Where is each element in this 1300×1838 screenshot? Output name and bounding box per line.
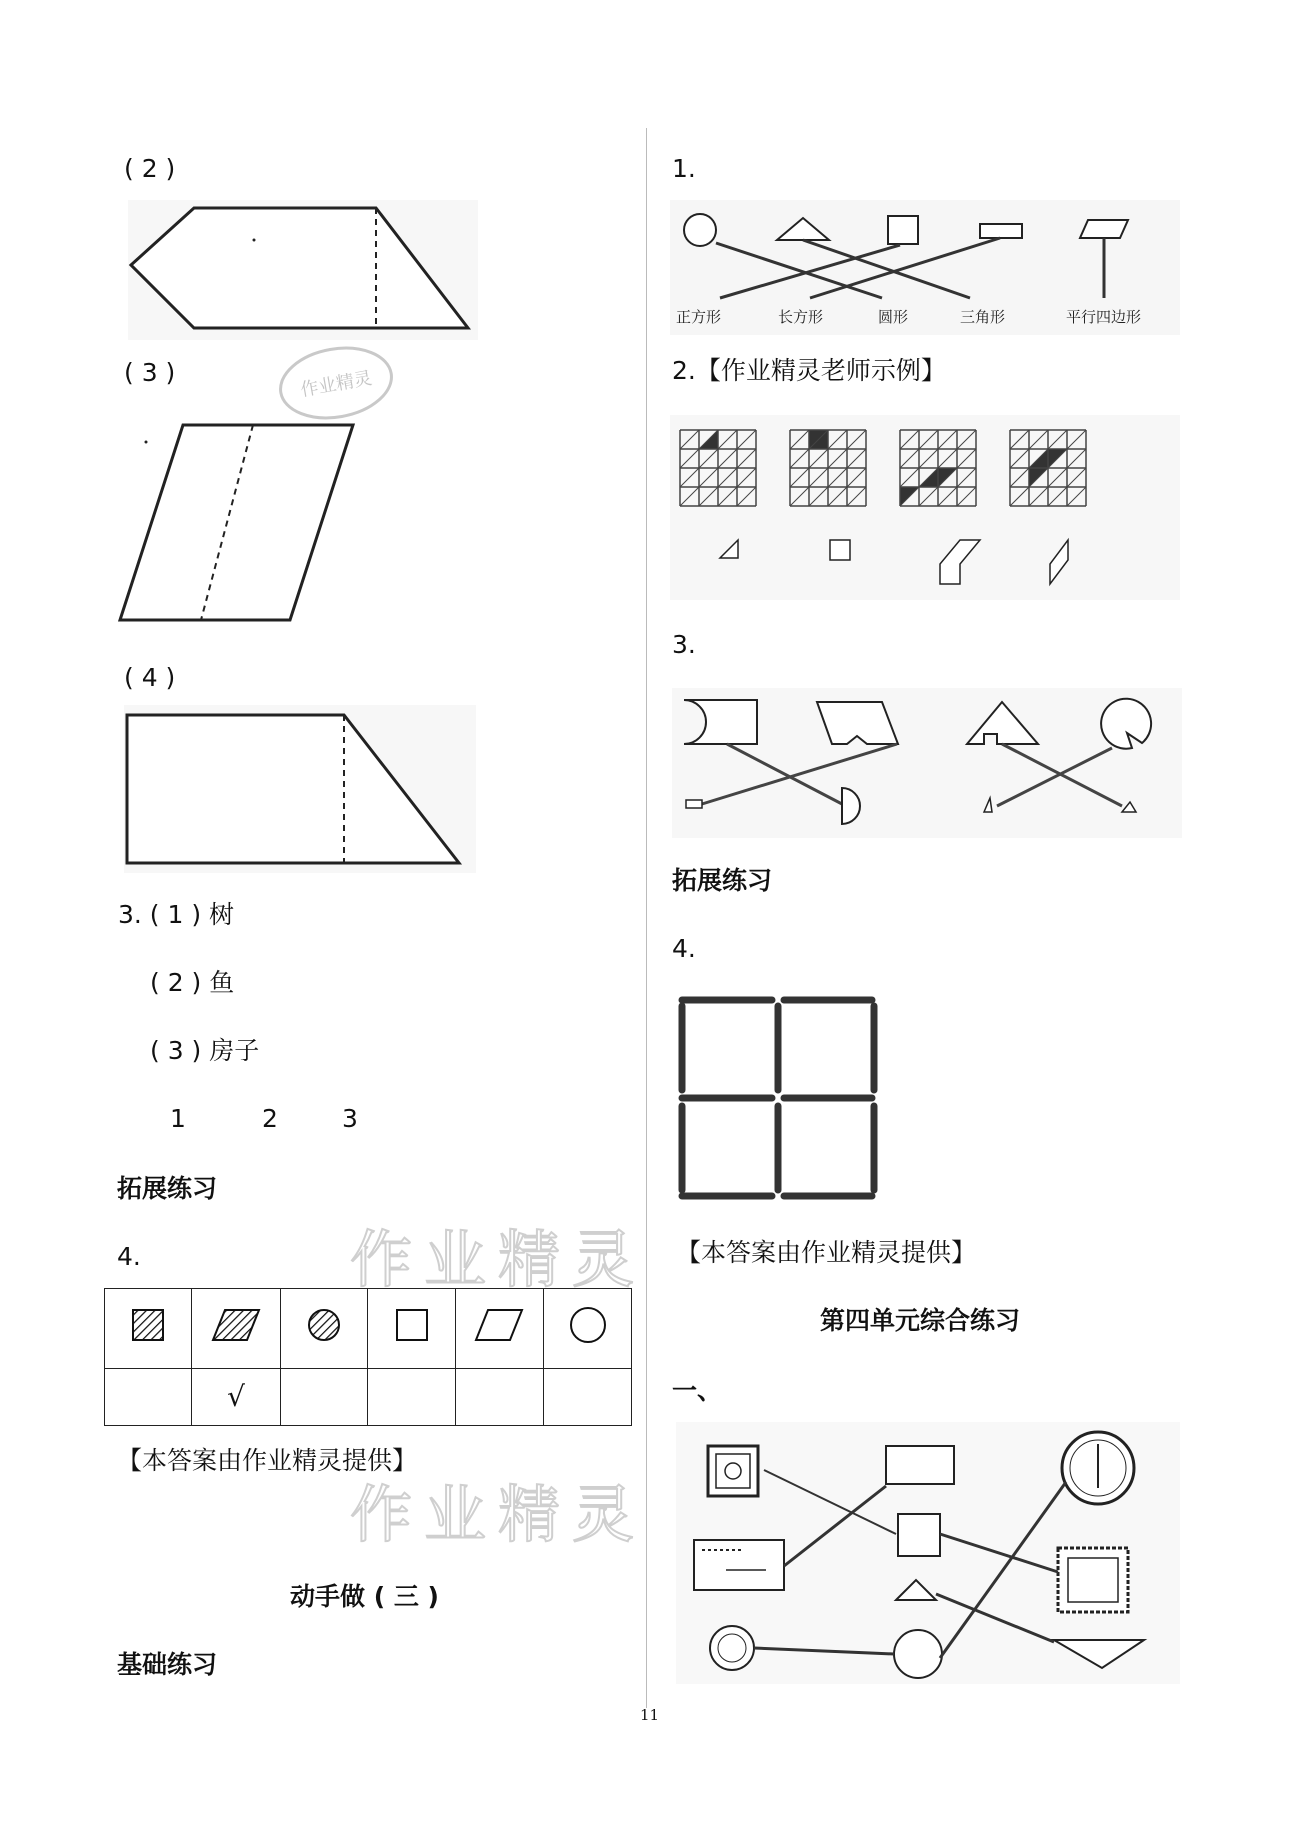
q3-num-1: 1 [170, 1104, 186, 1133]
figure-shape-matching [670, 200, 1180, 335]
figure-parallelogram [118, 420, 478, 625]
label-3: ( 3 ) [124, 358, 176, 387]
shape-name-5: 平行四边形 [1066, 308, 1142, 326]
figure-hexagon [128, 200, 478, 340]
mark-cell [105, 1368, 192, 1425]
extension-title-left: 拓展练习 [117, 1174, 218, 1203]
basic-title: 基础练习 [117, 1650, 218, 1679]
q3-line-3: ( 3 ) 房子 [150, 1036, 260, 1065]
figure-trapezoid [124, 705, 484, 875]
hatched-square-icon [105, 1289, 192, 1369]
page-number: 11 [640, 1706, 660, 1724]
figure-matchstick-squares [672, 990, 892, 1208]
mark-cell [455, 1368, 543, 1425]
hatched-parallelogram-icon [192, 1289, 280, 1369]
extension-title-right: 拓展练习 [672, 866, 773, 895]
q3-label-right: 3. [672, 630, 696, 659]
q3-line-1: 3. ( 1 ) 树 [118, 900, 235, 929]
mark-cell [368, 1368, 455, 1425]
mark-cell [280, 1368, 368, 1425]
figure-object-shape-matching [676, 1422, 1180, 1684]
hatched-circle-icon [280, 1289, 368, 1369]
mark-cell [544, 1368, 632, 1425]
unit-title: 第四单元综合练习 [820, 1306, 1021, 1335]
square-icon [368, 1289, 455, 1369]
shape-name-4: 三角形 [960, 308, 1006, 326]
section-title: 动手做 ( 三 ) [290, 1582, 439, 1611]
watermark-1: 作业精灵 [350, 1223, 647, 1296]
q3-line-2: ( 2 ) 鱼 [150, 968, 235, 997]
circle-icon [544, 1289, 632, 1369]
q4-label-right: 4. [672, 934, 696, 963]
q2-label: 2.【作业精灵老师示例】 [672, 356, 946, 385]
shape-name-1: 正方形 [676, 308, 722, 326]
credit-left: 【本答案由作业精灵提供】 [117, 1446, 418, 1475]
q3-num-3: 3 [342, 1104, 358, 1133]
svg-text:作业精灵: 作业精灵 [298, 367, 374, 402]
part-one: 一、 [672, 1376, 723, 1405]
shape-name-3: 圆形 [878, 308, 909, 326]
figure-cutout-matching [672, 688, 1182, 838]
figure-triangle-grids [670, 415, 1180, 600]
q1-label: 1. [672, 154, 696, 183]
logo-stamp [270, 334, 402, 432]
credit-right: 【本答案由作业精灵提供】 [676, 1238, 977, 1267]
q4-option-table [104, 1288, 632, 1426]
mark-cell: √ [192, 1368, 280, 1425]
parallelogram-icon [455, 1289, 543, 1369]
label-2: ( 2 ) [124, 154, 176, 183]
q3-num-2: 2 [262, 1104, 278, 1133]
piece-icon [830, 540, 850, 560]
watermark-2: 作业精灵 [350, 1478, 647, 1551]
label-4: ( 4 ) [124, 663, 176, 692]
q4-label-left: 4. [117, 1242, 141, 1271]
column-divider [646, 128, 647, 1708]
shape-name-2: 长方形 [778, 308, 824, 326]
